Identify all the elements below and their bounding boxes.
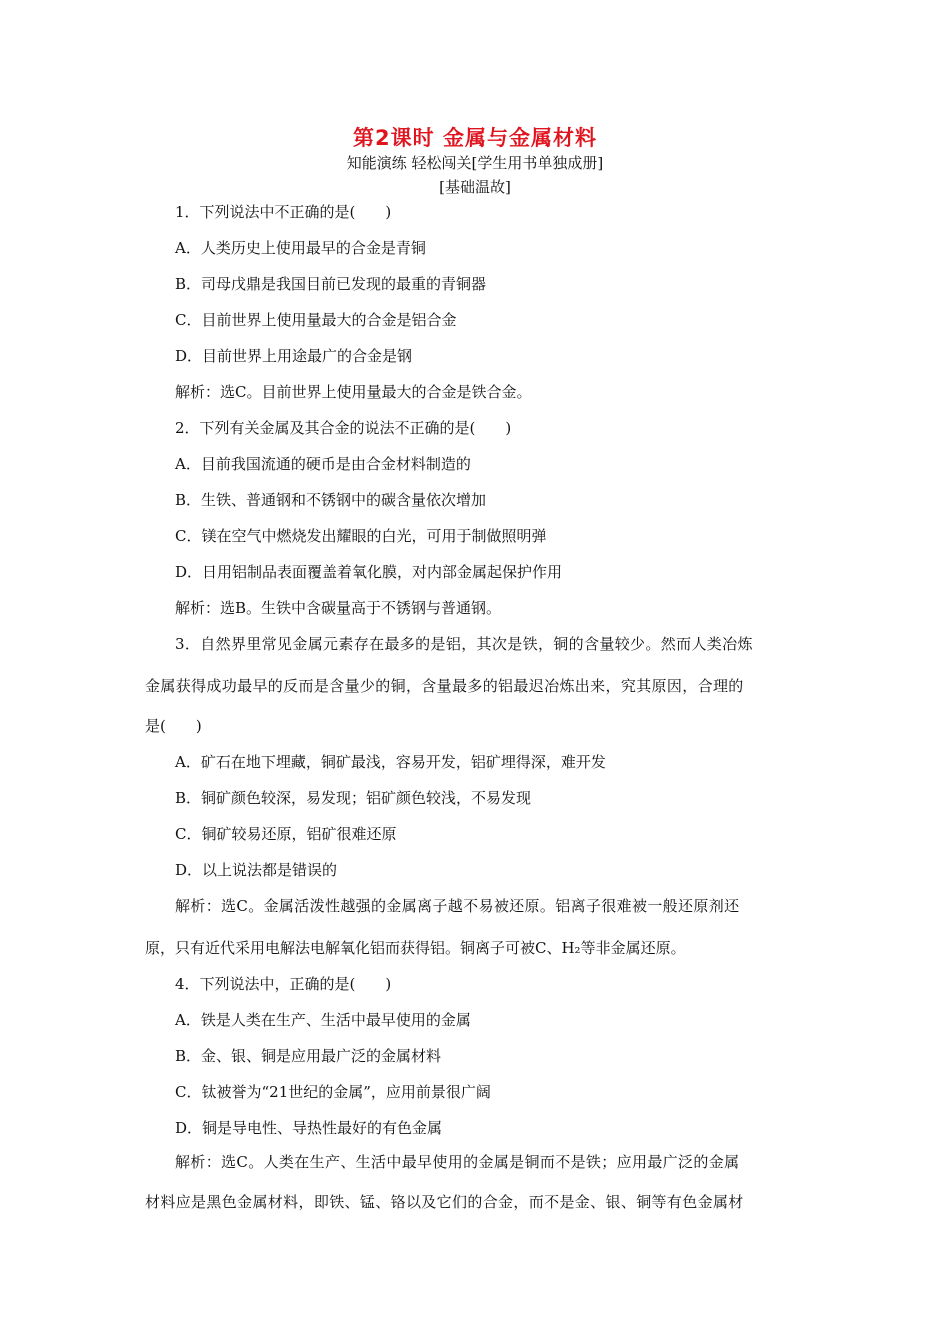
question-1-option-a: A．人类历史上使用最早的合金是青铜 <box>175 239 426 257</box>
question-4-option-a: A．铁是人类在生产、生活中最早使用的金属 <box>175 1011 471 1029</box>
question-1-option-b: B．司母戊鼎是我国目前已发现的最重的青铜器 <box>175 275 487 293</box>
question-1-option-d: D．目前世界上用途最广的合金是钢 <box>175 347 413 365</box>
question-3-stem-line-1: 3．自然界里常见金属元素存在最多的是铝，其次是铁，铜的含量较少。然而人类冶炼 <box>175 635 753 653</box>
question-4-option-d: D．铜是导电性、导热性最好的有色金属 <box>175 1119 443 1137</box>
question-3-option-d: D．以上说法都是错误的 <box>175 861 338 879</box>
question-2-option-c: C．镁在空气中燃烧发出耀眼的白光，可用于制做照明弹 <box>175 527 547 545</box>
question-1-stem: 1．下列说法中不正确的是( ) <box>175 203 392 221</box>
question-3-analysis-line-2: 原，只有近代采用电解法电解氧化铝而获得铝。铜离子可被C、H₂等非金属还原。 <box>145 939 686 957</box>
question-4-option-c: C．钛被誉为“21世纪的金属”，应用前景很广阔 <box>175 1083 491 1101</box>
question-3-option-c: C．铜矿较易还原，铝矿很难还原 <box>175 825 397 843</box>
question-2-analysis: 解析：选B。生铁中含碳量高于不锈钢与普通钢。 <box>175 599 502 617</box>
question-3-option-b: B．铜矿颜色较深，易发现；铝矿颜色较浅，不易发现 <box>175 789 532 807</box>
question-4-stem: 4．下列说法中，正确的是( ) <box>175 975 392 993</box>
question-4-option-b: B．金、银、铜是应用最广泛的金属材料 <box>175 1047 442 1065</box>
section-heading: [基础温故] <box>439 178 511 196</box>
question-1-analysis: 解析：选C。目前世界上使用量最大的合金是铁合金。 <box>175 383 532 401</box>
question-3-stem-line-3: 是( ) <box>145 717 202 735</box>
question-2-option-a: A．目前我国流通的硬币是由合金材料制造的 <box>175 455 471 473</box>
question-1-option-c: C．目前世界上使用量最大的合金是铝合金 <box>175 311 457 329</box>
question-4-analysis-line-1: 解析：选C。人类在生产、生活中最早使用的金属是铜而不是铁；应用最广泛的金属 <box>175 1153 740 1171</box>
question-3-analysis-line-1: 解析：选C。金属活泼性越强的金属离子越不易被还原。铝离子很难被一般还原剂还 <box>175 897 740 915</box>
lesson-title: 第2课时 金属与金属材料 <box>353 126 597 150</box>
question-3-option-a: A．矿石在地下埋藏，铜矿最浅，容易开发，铝矿埋得深，难开发 <box>175 753 606 771</box>
question-2-option-d: D．日用铝制品表面覆盖着氧化膜，对内部金属起保护作用 <box>175 563 563 581</box>
question-2-option-b: B．生铁、普通钢和不锈钢中的碳含量依次增加 <box>175 491 487 509</box>
question-3-stem-line-2: 金属获得成功最早的反而是含量少的铜，含量最多的铝最迟冶炼出来，究其原因，合理的 <box>145 677 744 695</box>
question-2-stem: 2．下列有关金属及其合金的说法不正确的是( ) <box>175 419 512 437</box>
question-4-analysis-line-2: 材料应是黑色金属材料，即铁、锰、铬以及它们的合金，而不是金、银、铜等有色金属材 <box>145 1193 744 1211</box>
lesson-subtitle: 知能演练 轻松闯关[学生用书单独成册] <box>346 154 604 172</box>
